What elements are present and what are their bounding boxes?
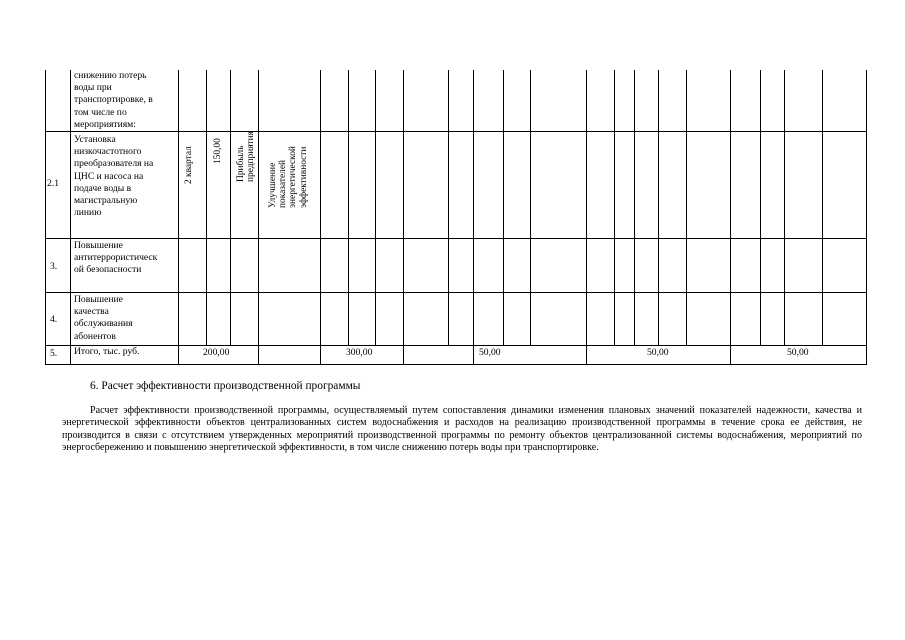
- column-divider: [348, 70, 349, 345]
- column-divider: [258, 70, 259, 365]
- column-divider: [503, 70, 504, 345]
- column-divider: [760, 70, 761, 345]
- total-value: 200,00: [203, 347, 230, 358]
- row-2-effect: Улучшение показателей энергетической эффективности: [268, 146, 309, 208]
- column-divider: [586, 70, 587, 365]
- row-3-name: Повышение антитеррористическ ой безопасности: [74, 240, 158, 276]
- row-5-number: 5.: [50, 348, 58, 359]
- row-divider: [45, 292, 867, 293]
- table-border-left: [45, 70, 46, 365]
- row-4-number: 4.: [50, 314, 58, 325]
- total-value: 50,00: [647, 347, 669, 358]
- row-divider: [45, 238, 867, 239]
- total-value: 50,00: [479, 347, 501, 358]
- row-2-amount: 150,00: [213, 138, 223, 164]
- column-divider: [70, 70, 71, 365]
- row-divider: [45, 345, 867, 346]
- row-2-number: 2.1: [47, 178, 59, 189]
- column-divider: [730, 70, 731, 365]
- row-4-name: Повышение качества обслуживания абонентов: [74, 294, 133, 342]
- column-divider: [658, 70, 659, 345]
- column-divider: [614, 70, 615, 345]
- column-divider: [375, 70, 376, 345]
- row-2-period: 2 квартал: [184, 146, 194, 184]
- section-paragraph: Расчет эффективности производственной программы, осуществляемый путем сопоставления динамики изменения плановых значений показателей надежности, качества и энергетической эффективности объектов централизованных систем водоснабжения и расходов на реализацию производственной программы в течение срока ее действия, не производится в связи с отсутствием утвержденных мероприятий производственной программы по ремонту объектов централизованной системы водоснабжения, мероприятий по энергосбережению и повышению энергетической эффективности, в том числе снижению потерь воды при транспортировке.: [62, 405, 862, 454]
- total-value: 300,00: [346, 347, 373, 358]
- row-3-number: 3.: [50, 261, 58, 272]
- row-1-name: снижению потерь воды при транспортировке, в том числе по мероприятиям:: [74, 70, 153, 130]
- table-border-right: [866, 70, 867, 365]
- column-divider: [784, 70, 785, 345]
- total-value: 50,00: [787, 347, 809, 358]
- section-heading: 6. Расчет эффективности производственной программы: [90, 380, 361, 392]
- column-divider: [206, 70, 207, 345]
- row-2-name: Установка низкочастотного преобразователя на ЦНС и насоса на подаче воды в магистральную линию: [74, 134, 154, 219]
- table-border-bottom: [45, 364, 867, 365]
- column-divider: [473, 70, 474, 365]
- row-5-name: Итого, тыс. руб.: [74, 346, 140, 357]
- column-divider: [634, 70, 635, 345]
- column-divider: [530, 70, 531, 345]
- column-divider: [403, 70, 404, 365]
- row-divider: [45, 131, 867, 132]
- row-2-source: Прибыль предприятия: [236, 131, 257, 182]
- column-divider: [448, 70, 449, 345]
- column-divider: [178, 70, 179, 365]
- column-divider: [230, 70, 231, 345]
- column-divider: [686, 70, 687, 345]
- column-divider: [320, 70, 321, 365]
- column-divider: [822, 70, 823, 345]
